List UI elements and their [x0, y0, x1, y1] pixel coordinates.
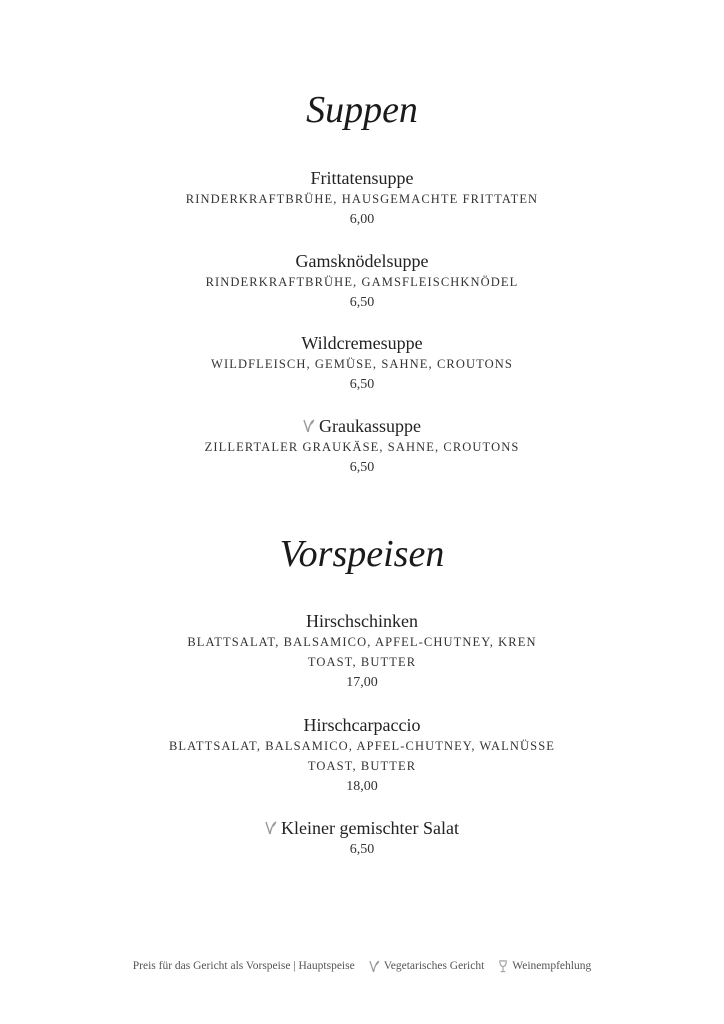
- item-description: RINDERKRAFTBRÜHE, HAUSGEMACHTE FRITTATEN: [185, 192, 539, 206]
- menu-item: [0, 332, 724, 395]
- item-description: BLATTSALAT, BALSAMICO, APFEL-CHUTNEY, KREN: [187, 635, 537, 649]
- menu-item: [0, 250, 724, 313]
- price-note: Preis für das Gericht als Vorspeise | Hauptspeise: [132, 960, 355, 972]
- menu-item: [0, 817, 724, 860]
- item-description: TOAST, BUTTER: [307, 655, 417, 669]
- vegetarian-sprout-icon: [303, 419, 315, 433]
- menu-item: [0, 167, 724, 230]
- item-name: Kleiner gemischter Salat: [281, 818, 459, 838]
- item-price: 6,50: [349, 460, 375, 475]
- menu-item: [0, 714, 724, 797]
- item-name: Frittatensuppe: [310, 168, 414, 188]
- section-title-suppen: Suppen: [306, 89, 418, 131]
- item-description: ZILLERTALER GRAUKÄSE, SAHNE, CROUTONS: [204, 440, 520, 454]
- menu-item: [0, 610, 724, 693]
- item-description: BLATTSALAT, BALSAMICO, APFEL-CHUTNEY, WALNÜSSE: [168, 739, 556, 753]
- item-price: 17,00: [346, 675, 378, 690]
- section-title-vorspeisen: Vorspeisen: [279, 533, 445, 575]
- vegetarian-sprout-icon: [369, 960, 380, 973]
- item-price: 6,50: [349, 377, 375, 392]
- item-price: 18,00: [346, 779, 378, 794]
- wine-glass-icon: [498, 960, 508, 973]
- item-price: 6,50: [349, 842, 375, 857]
- menu-item: [0, 415, 724, 478]
- item-name: Hirschschinken: [306, 611, 418, 631]
- item-price: 6,00: [349, 212, 375, 227]
- footer-legend: [0, 958, 724, 974]
- item-name: Hirschcarpaccio: [303, 715, 421, 735]
- item-description: RINDERKRAFTBRÜHE, GAMSFLEISCHKNÖDEL: [205, 275, 519, 289]
- vegetarian-label: Vegetarisches Gericht: [383, 960, 485, 972]
- item-name: Graukassuppe: [319, 416, 421, 436]
- item-name: Gamsknödelsuppe: [295, 251, 429, 271]
- vegetarian-sprout-icon: [265, 821, 277, 835]
- item-description: TOAST, BUTTER: [307, 759, 417, 773]
- wine-label: Weinempfehlung: [512, 960, 592, 972]
- item-name: Wildcremesuppe: [301, 333, 423, 353]
- item-description: WILDFLEISCH, GEMÜSE, SAHNE, CROUTONS: [211, 357, 513, 371]
- item-price: 6,50: [349, 295, 375, 310]
